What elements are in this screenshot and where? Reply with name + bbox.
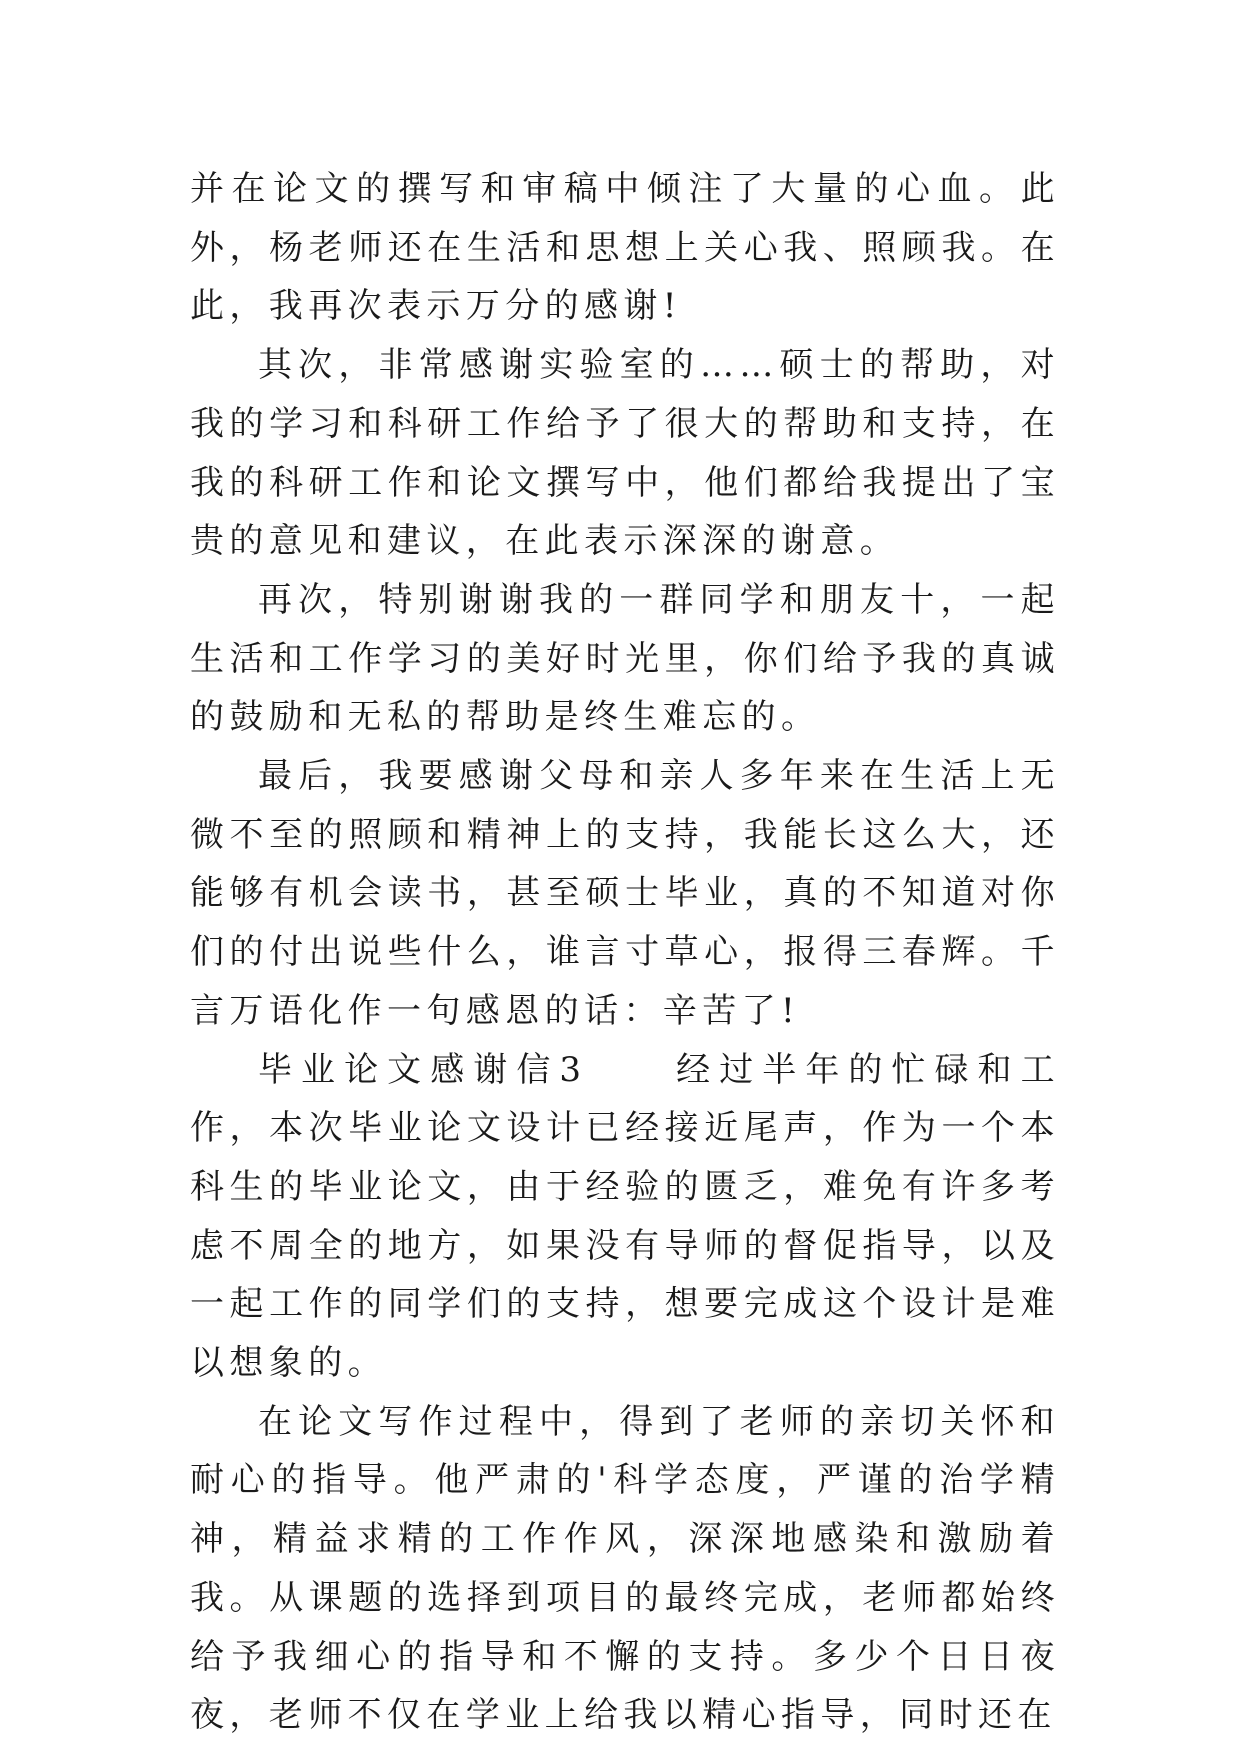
paragraph-6: 在论文写作过程中，得到了老师的亲切关怀和耐心的指导。他严肃的'科学态度，严谨的治学精神，精益求精的工作作风，深深地感染和激励着我。从课题的选择到项目的最终完成，老师都始终给予我细心的指导和不懈的支持。多少个日日夜夜，老师不仅在学业上给我以精心指导，同时还在 [190,1401,1060,1736]
paragraph-5: 毕业论文感谢信3 经过半年的忙碌和工作，本次毕业论文设计已经接近尾声，作为一个本科生的毕业论文，由于经验的匮乏，难免有许多考虑不周全的地方，如果没有导师的督促指导，以及一起工作的同学们的支持，想要完成这个设计是难以想象的。 [190,1049,1060,1384]
paragraph-3: 再次，特别谢谢我的一群同学和朋友十，一起生活和工作学习的美好时光里，你们给予我的真诚的鼓励和无私的帮助是终生难忘的。 [190,579,1060,738]
paragraph-4: 最后，我要感谢父母和亲人多年来在生活上无微不至的照顾和精神上的支持，我能长这么大，还能够有机会读书，甚至硕士毕业，真的不知道对你们的付出说些什么，谁言寸草心，报得三春辉。千言万语化作一句感恩的话：辛苦了! [190,756,1060,1031]
body-text [190,160,1060,1745]
paragraph-2: 其次，非常感谢实验室的……硕士的帮助，对我的学习和科研工作给予了很大的帮助和支持，在我的科研工作和论文撰写中，他们都给我提出了宝贵的意见和建议，在此表示深深的谢意。 [190,345,1060,562]
paragraph-1: 并在论文的撰写和审稿中倾注了大量的心血。此外，杨老师还在生活和思想上关心我、照顾我。在此，我再次表示万分的感谢! [190,169,1060,327]
